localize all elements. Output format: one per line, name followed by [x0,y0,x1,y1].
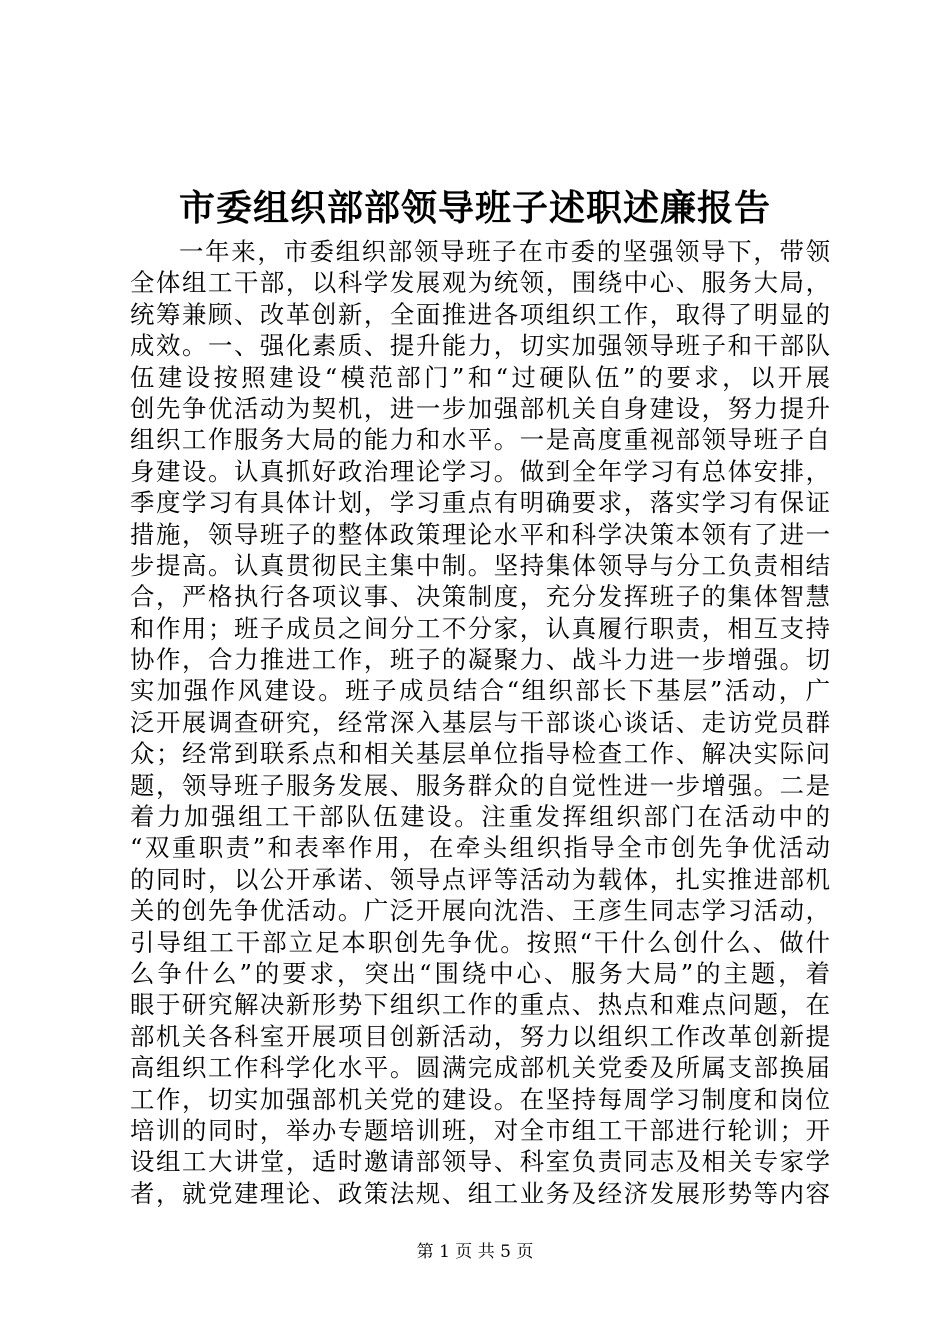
body-line: 伍建设按照建设“模范部门”和“过硬队伍”的要求，以开展 [130,362,830,392]
body-line: 众；经常到联系点和相关基层单位指导检查工作、解决实际问 [130,739,830,769]
body-line: 工作，切实加强部机关党的建设。在坚持每周学习制度和岗位 [130,1084,830,1114]
body-line: 么争什么”的要求，突出“围绕中心、服务大局”的主题，着 [130,958,830,988]
body-line: 组织工作服务大局的能力和水平。一是高度重视部领导班子自 [130,425,830,455]
body-line: 统筹兼顾、改革创新，全面推进各项组织工作，取得了明显的 [130,299,830,329]
body-line: 眼于研究解决新形势下组织工作的重点、热点和难点问题，在 [130,990,830,1020]
body-line: 创先争优活动为契机，进一步加强部机关自身建设，努力提升 [130,393,830,423]
body-line: 合，严格执行各项议事、决策制度，充分发挥班子的集体智慧 [130,582,830,612]
body-line: 者，就党建理论、政策法规、组工业务及经济发展形势等内容 [130,1178,830,1208]
body-line: 泛开展调查研究，经常深入基层与干部谈心谈话、走访党员群 [130,707,830,737]
body-line: 部机关各科室开展项目创新活动，努力以组织工作改革创新提 [130,1021,830,1051]
body-line: 高组织工作科学化水平。圆满完成部机关党委及所属支部换届 [130,1053,830,1083]
page-number-footer: 第 1 页 共 5 页 [416,1242,534,1262]
body-line: 协作，合力推进工作，班子的凝聚力、战斗力进一步增强。切 [130,645,830,675]
body-line: 步提高。认真贯彻民主集中制。坚持集体领导与分工负责相结 [130,550,830,580]
body-line: 全体组工干部，以科学发展观为统领，围绕中心、服务大局， [130,268,830,298]
body-line: “双重职责”和表率作用，在牵头组织指导全市创先争优活动 [130,833,830,863]
body-line: 措施，领导班子的整体政策理论水平和科学决策本领有了进一 [130,519,830,549]
body-line: 季度学习有具体计划，学习重点有明确要求，落实学习有保证 [130,488,830,518]
body-line: 引导组工干部立足本职创先争优。按照“干什么创什么、做什 [130,927,830,957]
document-body [130,236,830,1209]
document-title: 市委组织部部领导班子述职述廉报告 [178,187,771,229]
body-line: 身建设。认真抓好政治理论学习。做到全年学习有总体安排， [130,456,830,486]
body-line: 培训的同时，举办专题培训班，对全市组工干部进行轮训；开 [130,1115,830,1145]
body-line: 实加强作风建设。班子成员结合“组织部长下基层”活动，广 [130,676,830,706]
body-line: 成效。一、强化素质、提升能力，切实加强领导班子和干部队 [130,331,830,361]
body-line: 题，领导班子服务发展、服务群众的自觉性进一步增强。二是 [130,770,830,800]
body-line: 设组工大讲堂，适时邀请部领导、科室负责同志及相关专家学 [130,1147,830,1177]
body-line: 着力加强组工干部队伍建设。注重发挥组织部门在活动中的 [130,802,830,832]
body-line: 和作用；班子成员之间分工不分家，认真履行职责，相互支持 [130,613,830,643]
body-line: 关的创先争优活动。广泛开展向沈浩、王彦生同志学习活动， [130,896,830,926]
body-line: 的同时，以公开承诺、领导点评等活动为载体，扎实推进部机 [130,864,830,894]
body-line: 一年来，市委组织部领导班子在市委的坚强领导下，带领 [179,237,830,266]
